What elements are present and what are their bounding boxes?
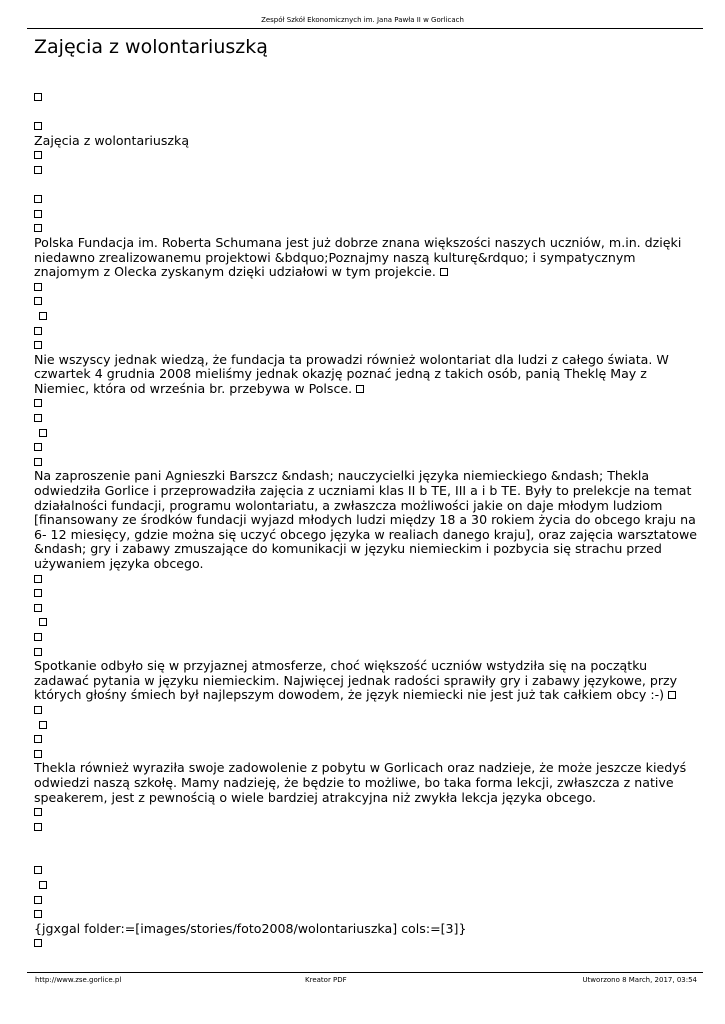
article-subtitle: Zajęcia z wolontariuszką [34,132,190,148]
header-rule [27,28,703,29]
placeholder-glyph [34,148,689,163]
placeholder-glyph [34,601,689,616]
paragraph-1: Polska Fundacja im. Roberta Schumana jest już dobrze znana większości naszych uczniów, m.in. dzięki niedawno zrealizowanemu projektowi &bdquo;Poznajmy naszą kulturę&rdquo; i sympatycznym znajomym z Olecka zyskanym dzięki udziałowi w tym projekcie. [34,234,682,280]
placeholder-glyph [34,703,689,718]
placeholder-glyph [34,630,689,645]
gallery-tag: {jgxgal folder:=[images/stories/foto2008/wolontariuszka] cols:=[3]} [34,920,467,936]
placeholder-glyph [34,119,689,134]
footer-created: Utworzono 8 March, 2017, 03:54 [582,976,697,984]
placeholder-glyph [34,718,689,733]
paragraph-2: Nie wszyscy jednak wiedzą, że fundacja ta prowadzi również wolontariat dla ludzi z całego świata. W czwartek 4 grudnia 2008 mieliśmy jednak okazję poznać jedną z takich osób, panią Theklę May z Niemiec, która od września br. przebywa w Polsce. [34,351,669,396]
placeholder-glyph [34,163,689,178]
placeholder-glyph [34,426,689,441]
paragraph-4: Spotkanie odbyło się w przyjaznej atmosferze, choć większość uczniów wstydziła się na początku zadawać pytania w języku niemieckim. Najwięcej jednak radości sprawiły gry i zabawy językowe, przy których głośny śmiech był najlepszym dowodem, że język niemiecki nie jest już tak całkiem obcy :-) [34,658,678,703]
placeholder-glyph [34,309,689,324]
placeholder-glyph [34,221,689,236]
page-title: Zajęcia z wolontariuszką [34,36,268,58]
placeholder-glyph [34,907,689,922]
paragraph-3: Na zaproszenie pani Agnieszki Barszcz &ndash; nauczycielki języka niemieckiego &ndash; Thekla odwiedziła Gorlice i przeprowadziła zajęcia z uczniami klas II b TE, III a i b TE. Były to prelekcje na temat działalności fundacji, programu wolontariatu, a zwłaszcza możliwości jakie on daje młodym ludziom [finansowany ze środków fundacji wyjazd młodych ludzi między 18 a 30 rokiem życia do obcego kraju na 6- 12 miesięcy, gdzie można się uczyć obcego języka w realiach danego kraju], oraz zajęcia warsztatowe &ndash; gry i zabawy zmuszające do komunikacji w języku niemieckim i pozbycia się strachu przed używaniem języka obcego. [34,468,697,571]
placeholder-glyph [34,207,689,222]
placeholder-glyph [34,294,689,309]
placeholder-glyph [34,280,689,295]
placeholder-glyph [34,615,689,630]
placeholder-glyph [34,747,689,762]
footer-rule [27,972,703,973]
article-body [34,90,697,951]
placeholder-glyph [34,572,689,587]
placeholder-glyph [34,455,689,470]
placeholder-glyph [34,863,689,878]
footer-url: http://www.zse.gorlice.pl [35,976,122,984]
placeholder-glyph [34,411,689,426]
placeholder-glyph [34,440,689,455]
paragraph-5: Thekla również wyraziła swoje zadowolenie z pobytu w Gorlicach oraz nadzieje, że może jeszcze kiedyś odwiedzi naszą szkołę. Mamy nadzieję, że będzie to możliwe, bo taka forma lekcji, zwłaszcza z native speakerem, jest z pewnością o wiele bardziej atrakcyjna niż zwykła lekcja języka obcego. [34,760,687,805]
placeholder-glyph [34,805,689,820]
placeholder-glyph [34,586,689,601]
placeholder-glyph [34,732,689,747]
placeholder-glyph [34,893,689,908]
placeholder-glyph [34,90,689,105]
page-header: Zespół Szkół Ekonomicznych im. Jana Pawła II w Gorlicach [261,16,464,24]
placeholder-glyph [34,396,689,411]
placeholder-glyph [34,324,689,339]
placeholder-glyph [34,820,689,835]
placeholder-glyph [34,878,689,893]
placeholder-glyph [34,936,689,951]
placeholder-glyph [34,645,689,660]
placeholder-glyph [34,338,689,353]
placeholder-glyph [34,192,689,207]
footer-generator: Kreator PDF [305,976,347,984]
